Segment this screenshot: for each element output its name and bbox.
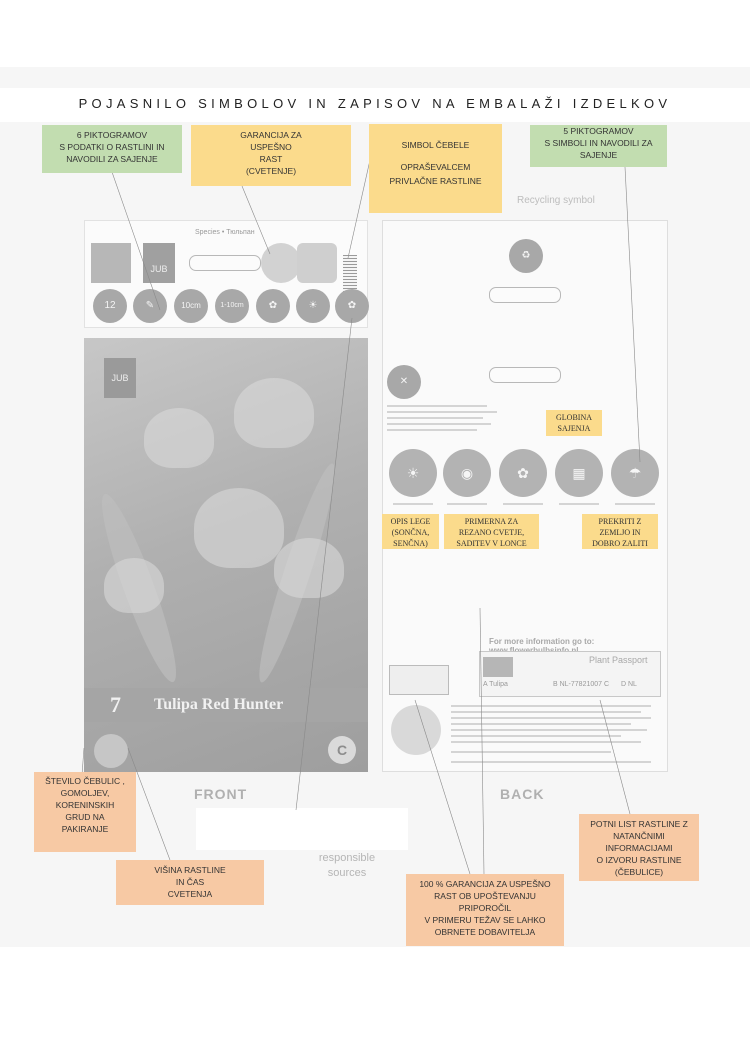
- label-line: DOBRO ZALITI: [592, 539, 648, 548]
- flower-shape: [144, 408, 214, 468]
- label-line: NAVODILI ZA SAJENJE: [66, 154, 158, 164]
- label-line: (CVETENJE): [245, 166, 297, 176]
- responsible-line: responsible: [318, 852, 376, 864]
- label-line: USPEŠNO: [250, 142, 292, 152]
- text-line: [451, 735, 621, 737]
- text-line: [615, 503, 655, 505]
- label-line: RAST OB UPOŠTEVANJU: [434, 891, 536, 901]
- label-line: INFORMACIJAMI: [605, 843, 673, 853]
- label-line: S SIMBOLI IN NAVODILI ZA: [544, 138, 653, 148]
- bee-house-icon: [297, 243, 337, 283]
- label-line: PRIVLAČNE RASTLINE: [389, 176, 482, 186]
- label-5-pictograms: [530, 125, 667, 167]
- text-line: [387, 411, 497, 413]
- label-line: POTNI LIST RASTLINE Z: [590, 819, 688, 829]
- text-line: [393, 503, 433, 505]
- text-line: [451, 711, 641, 713]
- back-caption: BACK: [500, 786, 545, 802]
- text-line: [447, 503, 487, 505]
- height-pictogram-icon: ✿: [335, 289, 369, 323]
- label-line: PRIPOROČIL: [458, 903, 512, 913]
- passport-field-b: B NL-77821007 C: [553, 681, 610, 688]
- label-count: [34, 772, 136, 852]
- text-line: [387, 429, 477, 431]
- label-line: 5 PIKTOGRAMOV: [563, 126, 634, 136]
- label-line: PAKIRANJE: [61, 824, 109, 834]
- label-line: VIŠINA RASTLINE: [154, 865, 226, 875]
- passport-field-a: A Tulipa: [483, 681, 508, 688]
- plant-passport-title: Plant Passport: [589, 655, 648, 665]
- label-line: REZANO CVETJE,: [458, 528, 525, 537]
- label-line: PRIMERNA ZA: [464, 517, 519, 526]
- flower-shape: [234, 378, 314, 448]
- label-location: [382, 514, 439, 549]
- eu-flag-icon: [483, 657, 513, 677]
- flower-shape: [194, 488, 284, 568]
- label-line: GRUD NA: [65, 812, 105, 822]
- label-line: SAJENJA: [557, 424, 591, 433]
- class-badge: C: [328, 736, 356, 764]
- planting-pictogram-icon: ✎: [133, 289, 167, 323]
- label-line: 100 % GARANCIJA ZA USPEŠNO: [419, 879, 551, 889]
- label-line: [369, 152, 502, 160]
- label-line: RAST: [259, 154, 283, 164]
- label-line: IN ČAS: [175, 877, 205, 887]
- label-line: GOMOLJEV,: [60, 788, 110, 798]
- text-line: [451, 761, 651, 763]
- hang-hole: [489, 367, 561, 383]
- label-line: (ČEBULICE): [614, 867, 664, 877]
- label-line: 6 PIKTOGRAMOV: [76, 130, 148, 140]
- recycling-caption: Recycling symbol: [517, 195, 595, 206]
- text-line: [451, 717, 651, 719]
- depth-icon: ▦: [555, 449, 603, 497]
- pot-icon: ✿: [499, 449, 547, 497]
- sources-line: sources: [327, 867, 367, 879]
- label-depth: [546, 410, 602, 436]
- text-line: [451, 723, 631, 725]
- flower-shape: [274, 538, 344, 598]
- more-info-text: For more information go to:: [489, 637, 595, 646]
- page-title: POJASNILO SIMBOLOV IN ZAPISOV NA EMBALAŽI IZDELKOV: [78, 96, 672, 111]
- cut-flower-icon: ◉: [443, 449, 491, 497]
- front-header: [84, 220, 368, 328]
- label-line: OPIS LEGE: [390, 517, 431, 526]
- species-text: Species • Тюльпан: [195, 229, 255, 236]
- front-caption: FRONT: [194, 786, 248, 802]
- label-line: SAJENJE: [579, 150, 618, 160]
- sun-icon: ☀: [389, 449, 437, 497]
- depth-pictogram-icon: 10cm: [174, 289, 208, 323]
- label-line: GLOBINA: [556, 413, 592, 422]
- brand-logo: JUB: [143, 243, 175, 283]
- label-line: GARANCIJA ZA: [240, 130, 302, 140]
- spacing-pictogram-icon: 1-10cm: [215, 289, 249, 323]
- fork-knife-icon: ✕: [387, 365, 421, 399]
- flower-pictogram-icon: ✿: [256, 289, 290, 323]
- package-front: [84, 220, 368, 772]
- label-line: SIMBOL ČEBELE: [401, 140, 470, 150]
- height-badge-icon: [94, 734, 128, 768]
- flower-shape: [104, 558, 164, 613]
- label-line: SENČNA): [393, 539, 428, 548]
- hang-hole: [189, 255, 261, 271]
- label-line: OPRAŠEVALCEM: [400, 162, 471, 172]
- label-height: [116, 860, 264, 905]
- watering-can-icon: ☂: [611, 449, 659, 497]
- text-line: [387, 423, 491, 425]
- label-cut-pot: [444, 514, 539, 549]
- label-line: O IZVORU RASTLINE: [596, 855, 682, 865]
- label-line: (SONČNA,: [391, 528, 430, 537]
- label-line: OBRNETE DOBAVITELJA: [434, 927, 536, 937]
- label-line: NATANČNIMI: [613, 831, 665, 841]
- sun-pictogram-icon: ☀: [296, 289, 330, 323]
- label-6-pictograms: [42, 125, 182, 173]
- count-pictogram-icon: 12: [93, 289, 127, 323]
- text-line: [387, 417, 483, 419]
- label-passport: [579, 814, 699, 881]
- label-line: S PODATKI O RASTLINI IN: [59, 142, 165, 152]
- text-line: [451, 741, 641, 743]
- bulb-photo: [91, 243, 131, 283]
- photo-brand-logo: JUB: [104, 358, 136, 398]
- bulb-count: 7: [110, 692, 121, 717]
- label-line: ŠTEVILO ČEBULIC ,: [45, 776, 125, 786]
- label-line: ZEMLJO IN: [599, 528, 641, 537]
- label-line: SADITEV V LONCE: [456, 539, 527, 548]
- fsc-logo: [389, 665, 449, 695]
- text-line: [451, 729, 647, 731]
- label-line: V PRIMERU TEŽAV SE LAHKO: [424, 915, 546, 925]
- package-back: [382, 195, 668, 772]
- recycling-icon: ♻: [509, 239, 543, 273]
- tulip-photo: [84, 338, 368, 772]
- plant-name: Tulipa Red Hunter: [154, 696, 284, 713]
- hang-hole: [489, 287, 561, 303]
- text-line: [503, 503, 543, 505]
- responsible-sources: [312, 851, 382, 881]
- text-line: [451, 751, 611, 753]
- text-line: [387, 405, 487, 407]
- text-line: [451, 705, 651, 707]
- passport-field-d: D NL: [621, 681, 637, 688]
- guarantee-seal-icon: [261, 243, 301, 283]
- guarantee-seal-icon: [391, 705, 441, 755]
- text-line: [559, 503, 599, 505]
- blank-box: [196, 808, 408, 850]
- label-cover: [582, 514, 658, 549]
- label-bee: [369, 124, 502, 213]
- label-line: PREKRITI Z: [598, 517, 642, 526]
- label-line: CVETENJA: [167, 889, 213, 899]
- label-full-guarantee: [406, 874, 564, 946]
- label-guarantee: [191, 125, 351, 186]
- label-line: KORENINSKIH: [55, 800, 115, 810]
